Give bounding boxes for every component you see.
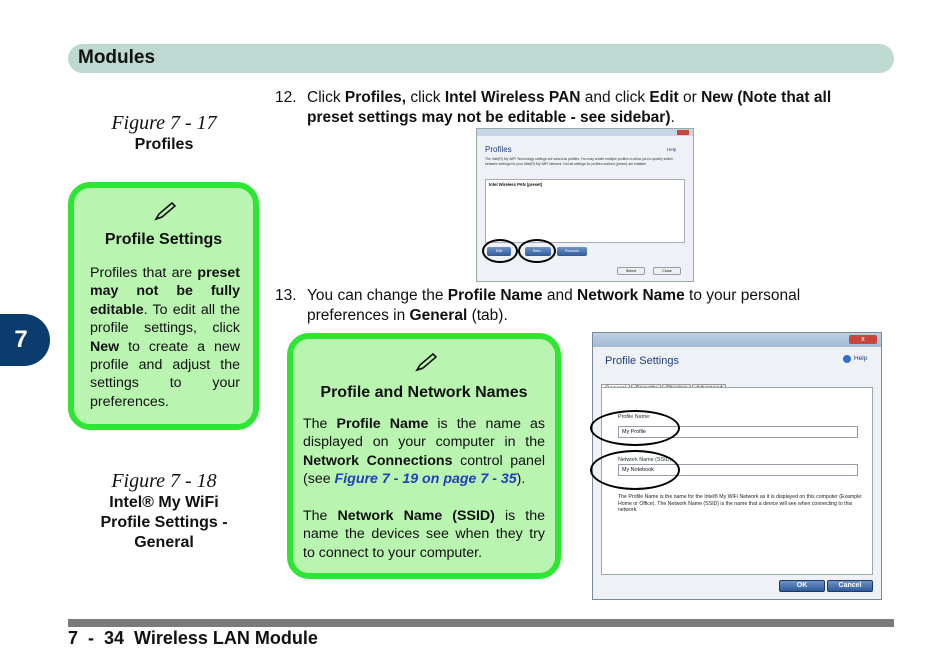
step-text: Click Profiles, click Intel Wireless PAN and click Edit or New (Note that all preset settings may not be editable - see sidebar). xyxy=(307,89,832,126)
window-titlebar xyxy=(593,333,881,347)
figure-18-caption xyxy=(74,469,254,553)
figure-17-title: Profiles xyxy=(134,136,194,153)
close-icon[interactable] xyxy=(677,130,689,135)
select-button[interactable]: Select xyxy=(617,267,645,275)
remove-button[interactable]: Remove xyxy=(557,247,587,256)
footer-bar xyxy=(68,619,894,627)
note-profile-settings xyxy=(68,182,259,430)
profile-name-field[interactable]: My Profile xyxy=(618,426,858,438)
pen-icon xyxy=(413,351,439,373)
page-header-title: Modules xyxy=(78,47,156,68)
figure-18-title-line: General xyxy=(134,534,194,551)
window-heading: Profiles xyxy=(485,145,512,154)
edit-button[interactable]: Edit xyxy=(487,247,511,256)
figure-18-title-line: Intel® My WiFi xyxy=(109,494,219,511)
window-heading: Profile Settings xyxy=(605,355,679,367)
highlight-circle xyxy=(482,239,518,263)
note-body: The Network Name (SSID) is the name the devices see when they try to connect to your computer. xyxy=(303,508,546,561)
step-number: 13. xyxy=(275,287,297,304)
profiles-list[interactable] xyxy=(485,179,685,243)
note-body: Profiles that are preset may not be fully editable. To edit all the profile settings, click New to create a new profile and adjust the settings to your preferences. xyxy=(90,265,240,410)
step-number: 12. xyxy=(275,89,297,106)
network-name-label: Network Name (SSID): xyxy=(618,457,673,463)
highlight-circle xyxy=(590,410,680,446)
close-button[interactable]: Close xyxy=(653,267,681,275)
step-text: You can change the Profile Name and Network Name to your personal preferences in General (tab). xyxy=(307,287,801,324)
figure-17-number: Figure 7 - 17 xyxy=(111,112,217,134)
cancel-button[interactable]: Cancel xyxy=(827,580,873,592)
note-profile-network-names xyxy=(287,333,561,579)
highlight-circle xyxy=(518,239,556,263)
window-description: The Intel(R) My WiFi Technology settings are saved as profiles. You may create multiple profiles to allow you to quickly switch between settings for your Intel(R) My WiFi Network. Not all settings for profiles marked (preset) are editable. xyxy=(485,157,674,166)
highlight-circle xyxy=(590,450,680,490)
help-icon[interactable] xyxy=(843,355,851,363)
help-link[interactable]: Help xyxy=(854,355,868,362)
note-title: Profile Settings xyxy=(104,231,223,248)
footer-text: 7 - 34 Wireless LAN Module xyxy=(68,628,318,648)
header-bar xyxy=(68,44,894,73)
figure-18-number: Figure 7 - 18 xyxy=(111,470,217,492)
figure-18-title-line: Profile Settings - xyxy=(100,514,228,531)
step-13 xyxy=(275,286,875,328)
chapter-number: 7 xyxy=(14,326,28,353)
help-link[interactable]: Help xyxy=(667,147,677,152)
settings-description: The Profile Name is the name for the Intel® My WiFi Network as it is displayed on this computer (Example: Home or Office). The Network Name (SSID) is the name that a device will see when connecting to this network. xyxy=(618,494,863,514)
list-item[interactable]: Intel Wireless PAN (preset) xyxy=(489,182,543,187)
pen-icon xyxy=(152,200,178,222)
step-12 xyxy=(275,88,875,130)
figure-link[interactable]: Figure 7 - 19 on page 7 - 35 xyxy=(334,471,517,488)
ok-button[interactable]: OK xyxy=(779,580,825,592)
note-body: The Profile Name is the name as displayed on your computer in the Network Connections control panel (see Figure 7 - 19 on page 7 - 35). xyxy=(303,416,545,488)
note-title: Profile and Network Names xyxy=(320,384,528,401)
profile-name-label: Profile Name: xyxy=(618,414,651,420)
figure-17-caption xyxy=(84,111,244,155)
window-titlebar xyxy=(477,129,693,136)
close-icon[interactable]: x xyxy=(849,335,877,344)
new-button[interactable]: New... xyxy=(525,247,551,256)
network-name-field[interactable]: My Notebook xyxy=(618,464,858,476)
